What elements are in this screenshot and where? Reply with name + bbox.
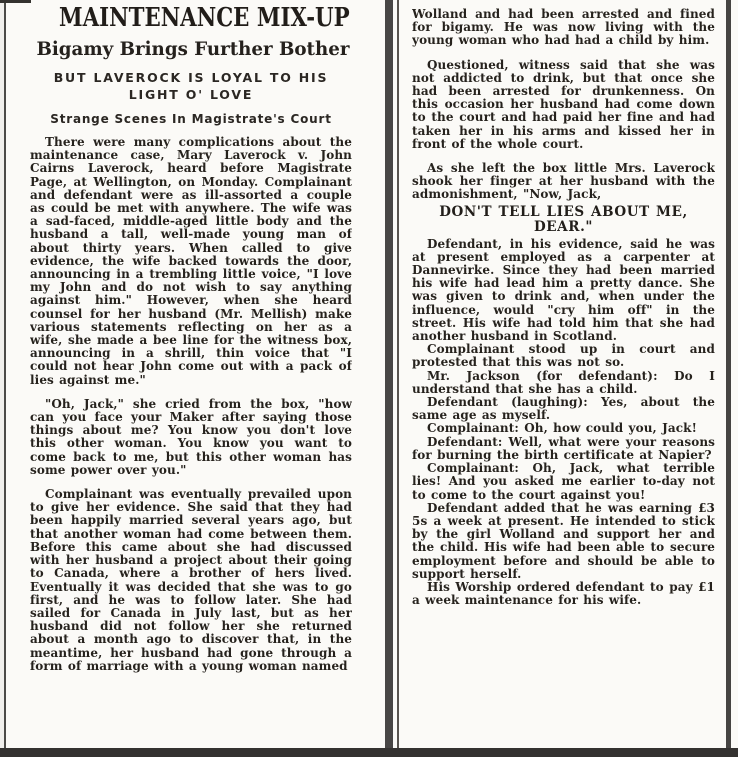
article-paragraph: Defendant (laughing): Yes, about the same age as myself.: [412, 395, 715, 423]
article-paragraph: Wolland and had been arrested and fined for bigamy. He was now living with the young woman who had had a child by him.: [412, 8, 715, 48]
headline: MAINTENANCE MIX-UP: [58, 3, 350, 33]
article-paragraph: His Worship ordered defendant to pay £1 a week maintenance for his wife.: [412, 579, 715, 608]
top-left-rule-fragment: [0, 0, 31, 3]
left-column-body: [30, 136, 352, 673]
deck-line-1: BUT LAVEROCK IS LOYAL TO HIS: [53, 70, 329, 85]
column-divider-rule: [385, 0, 393, 750]
article-paragraph: There were many complications about the maintenance case, Mary Laverock v. John Cairns Laverock, heard before Magistrate Page, at Wellington, on Monday. Complainant and defendant were as ill-assorted a couple as could be met with anywhere. The wife was a sad-faced, middle-aged little body and the husband a tall, well-made young man of about thirty years. When called to give evidence, the wife backed towards the door, announcing in a trembling little voice, "I love my John and do not wish to say anything against him." However, when she heard counsel for her husband (Mr. Mellish) make various statements reflecting on her as a wife, she made a bee line for the witness box, announcing in a shrill, thin voice that "I could not hear John come out with a pack of lies against me.": [30, 135, 352, 387]
bottom-rule: [0, 748, 738, 757]
left-column-rule: [4, 0, 6, 749]
article-paragraph: Questioned, witness said that she was not addicted to drink, but that once she had been arrested for drunkenness. On this occasion her husband had come down to the court and had paid her fine and had taken her in his arms and kissed her in front of the whole court.: [412, 57, 715, 151]
right-column: [412, 8, 715, 746]
subheadline: Bigamy Brings Further Bother: [36, 38, 350, 60]
kicker-headline: Strange Scenes In Magistrate's Court: [50, 112, 332, 126]
article-paragraph: Defendant: Well, what were your reasons for burning the birth certificate at Napier?: [412, 434, 715, 462]
article-paragraph: As she left the box little Mrs. Laverock shook her finger at her husband with the admonishment, "Now, Jack,: [412, 161, 715, 202]
article-paragraph: Complainant: Oh, how could you, Jack!: [427, 421, 697, 436]
deck-line-2: LIGHT O' LOVE: [128, 87, 254, 102]
deck-headline: [30, 69, 352, 103]
article-paragraph: Complainant: Oh, Jack, what terrible lies! And you asked me earlier to-day not to come to the court against you!: [412, 461, 715, 502]
article-paragraph: Defendant, in his evidence, said he was at present employed as a carpenter at Dannevirke. Since they had been married his wife had lead him a pretty dance. She was given to drink and, when under the influence, would "cry him off" in the street. His wife had told him that she had another husband in Scotland.: [412, 236, 715, 344]
article-paragraph: Defendant added that he was earning £3 5s a week at present. He intended to stick by the girl Wolland and support her and the child. His wife had been able to secure employment before and should be able to support herself.: [412, 500, 715, 581]
article-paragraph: Complainant stood up in court and protested that this was not so.: [412, 342, 715, 370]
article-paragraph: Mr. Jackson (for defendant): Do I understand that she has a child.: [412, 368, 715, 396]
right-edge-rule: [726, 0, 731, 750]
right-column-inner-rule: [397, 0, 399, 750]
article-pull-quote: DON'T TELL LIES ABOUT ME, DEAR.": [439, 203, 688, 235]
left-column: [30, 2, 352, 747]
article-paragraph: Complainant was eventually prevailed upon to give her evidence. She said that they had been happily married several years ago, but that another woman had come between them. Before this came about she had discussed with her husband a project about their going to Canada, where a brother of hers lived. Eventually it was decided that she was to go first, and he was to follow later. She had sailed for Canada in July last, but as her husband did not follow her she returned about a month ago to discover that, in the meantime, her husband had gone through a form of marriage with a young woman named: [30, 487, 352, 673]
article-paragraph: "Oh, Jack," she cried from the box, "how can you face your Maker after saying those things about me? You know you don't love this other woman. You know you want to come back to me, but this other woman has some power over you.": [30, 396, 352, 477]
